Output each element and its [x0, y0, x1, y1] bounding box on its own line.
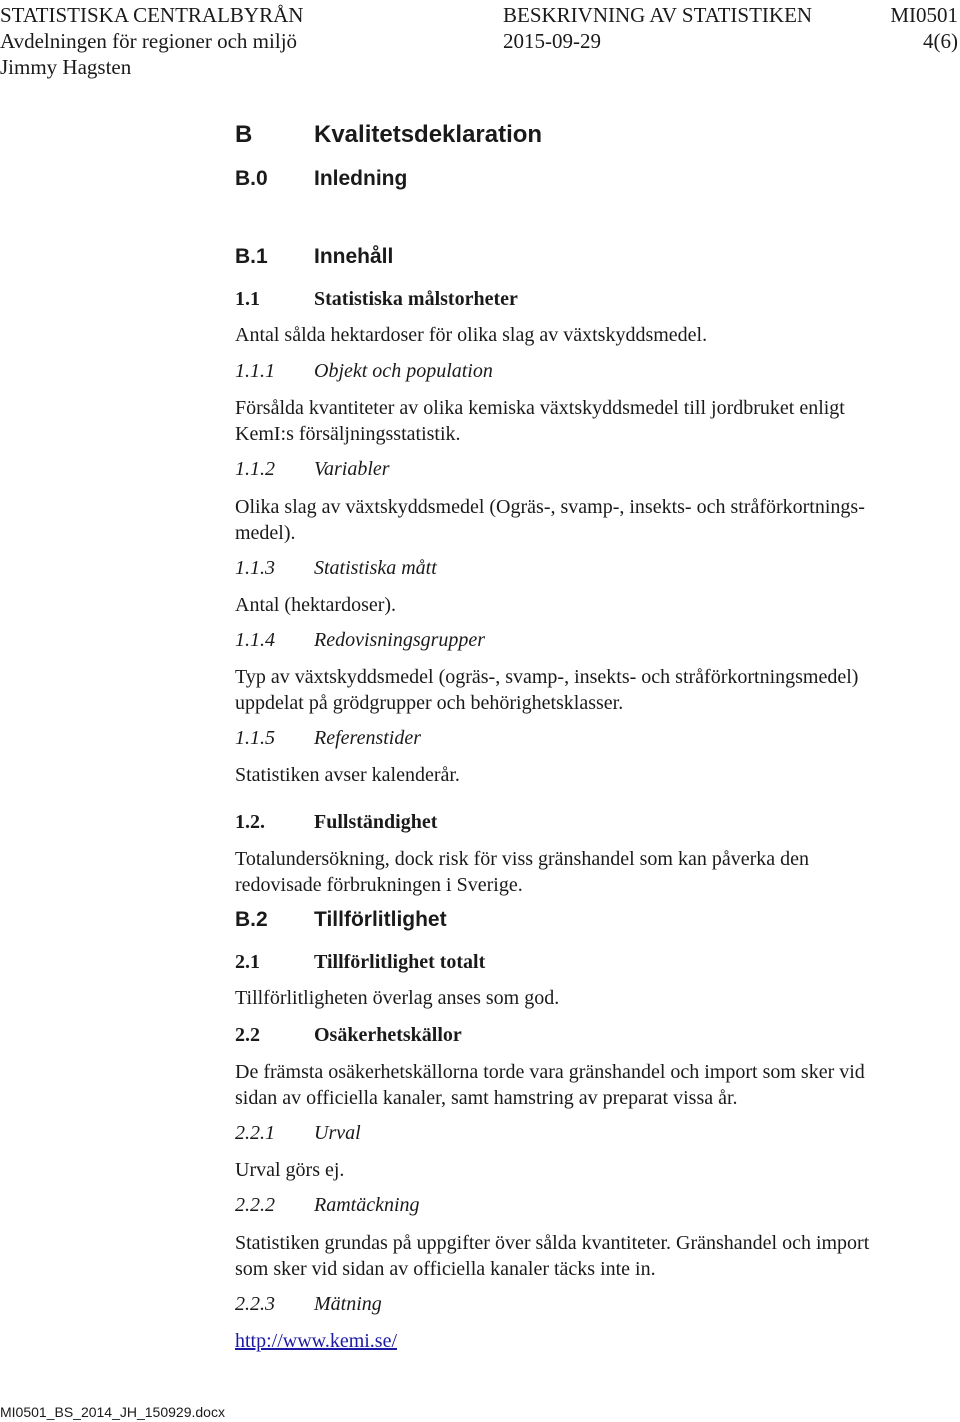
header-date: 2015-09-29 — [503, 29, 601, 53]
section-1-1-4-number: 1.1.4 — [235, 629, 275, 651]
section-1-1-3-title: Statistiska mått — [314, 557, 437, 579]
section-b-number: B — [235, 121, 253, 148]
section-b-title: Kvalitetsdeklaration — [314, 121, 543, 148]
kemi-link[interactable]: http://www.kemi.se/ — [235, 1330, 398, 1352]
header-page: 4(6) — [923, 29, 958, 53]
section-2-2-2-line2: som sker vid sidan av officiella kanaler täcks inte in. — [235, 1258, 656, 1280]
header-department: Avdelningen för regioner och miljö — [0, 29, 298, 53]
section-2-2-3-number: 2.2.3 — [235, 1293, 275, 1315]
section-1-1-1-line2: KemI:s försäljningsstatistik. — [235, 423, 461, 445]
section-1-1-number: 1.1 — [235, 288, 260, 310]
section-2-2-title: Osäkerhetskällor — [314, 1024, 462, 1046]
section-2-2-line1: De främsta osäkerhetskällorna torde vara gränshandel och import som sker vid — [235, 1061, 865, 1083]
section-1-1-3-number: 1.1.3 — [235, 557, 275, 579]
section-2-2-line2: sidan av officiella kanaler, samt hamstring av preparat vissa år. — [235, 1087, 738, 1109]
section-1-1-2-number: 1.1.2 — [235, 458, 275, 480]
section-2-2-1-title: Urval — [314, 1122, 361, 1144]
section-1-1-3-text: Antal (hektardoser). — [235, 594, 397, 616]
section-2-2-2-line1: Statistiken grundas på uppgifter över sålda kvantiteter. Gränshandel och import — [235, 1232, 870, 1254]
footer-filename: MI0501_BS_2014_JH_150929.docx — [0, 1404, 225, 1420]
section-2-2-1-text: Urval görs ej. — [235, 1159, 345, 1181]
section-1-1-1-title: Objekt och population — [314, 360, 493, 382]
section-1-2-title: Fullständighet — [314, 811, 438, 833]
section-2-2-2-title: Ramtäckning — [314, 1194, 420, 1216]
section-2-2-1-number: 2.2.1 — [235, 1122, 275, 1144]
section-1-1-5-title: Referenstider — [314, 727, 422, 749]
section-b1-title: Innehåll — [314, 245, 394, 268]
section-1-1-4-line2: uppdelat på grödgrupper och behörighetsklasser. — [235, 692, 624, 714]
section-2-2-2-number: 2.2.2 — [235, 1194, 275, 1216]
section-1-1-2-line2: medel). — [235, 522, 296, 544]
section-1-1-1-line1: Försålda kvantiteter av olika kemiska växtskyddsmedel till jordbruket enligt — [235, 397, 845, 419]
section-2-1-number: 2.1 — [235, 951, 260, 973]
section-2-1-text: Tillförlitligheten överlag anses som god. — [235, 987, 560, 1009]
section-1-1-4-title: Redovisningsgrupper — [314, 629, 486, 651]
section-1-1-1-number: 1.1.1 — [235, 360, 275, 382]
section-2-2-number: 2.2 — [235, 1024, 260, 1046]
section-1-1-title: Statistiska målstorheter — [314, 288, 518, 310]
section-1-1-2-title: Variabler — [314, 458, 390, 480]
section-b0-number: B.0 — [235, 167, 268, 190]
section-1-2-number: 1.2. — [235, 811, 265, 833]
header-code: MI0501 — [890, 3, 958, 27]
section-1-2-line2: redovisade förbrukningen i Sverige. — [235, 874, 523, 896]
header-org: STATISTISKA CENTRALBYRÅN — [0, 3, 304, 27]
section-1-1-2-line1: Olika slag av växtskyddsmedel (Ogräs-, svamp-, insekts- och stråförkortnings- — [235, 496, 865, 518]
section-1-2-line1: Totalundersökning, dock risk för viss gränshandel som kan påverka den — [235, 848, 810, 870]
section-1-1-text: Antal sålda hektardoser för olika slag av växtskyddsmedel. — [235, 324, 708, 346]
section-b2-number: B.2 — [235, 908, 268, 931]
section-b2-title: Tillförlitlighet — [314, 908, 447, 931]
section-2-1-title: Tillförlitlighet totalt — [314, 951, 486, 973]
section-2-2-3-title: Mätning — [314, 1293, 382, 1315]
header-doc-type: BESKRIVNING AV STATISTIKEN — [503, 3, 813, 27]
section-1-1-5-number: 1.1.5 — [235, 727, 275, 749]
section-1-1-4-line1: Typ av växtskyddsmedel (ogräs-, svamp-, insekts- och stråförkortningsmedel) — [235, 666, 859, 688]
section-b1-number: B.1 — [235, 245, 268, 268]
header-author: Jimmy Hagsten — [0, 55, 132, 79]
section-1-1-5-text: Statistiken avser kalenderår. — [235, 764, 460, 786]
section-b0-title: Inledning — [314, 167, 408, 190]
